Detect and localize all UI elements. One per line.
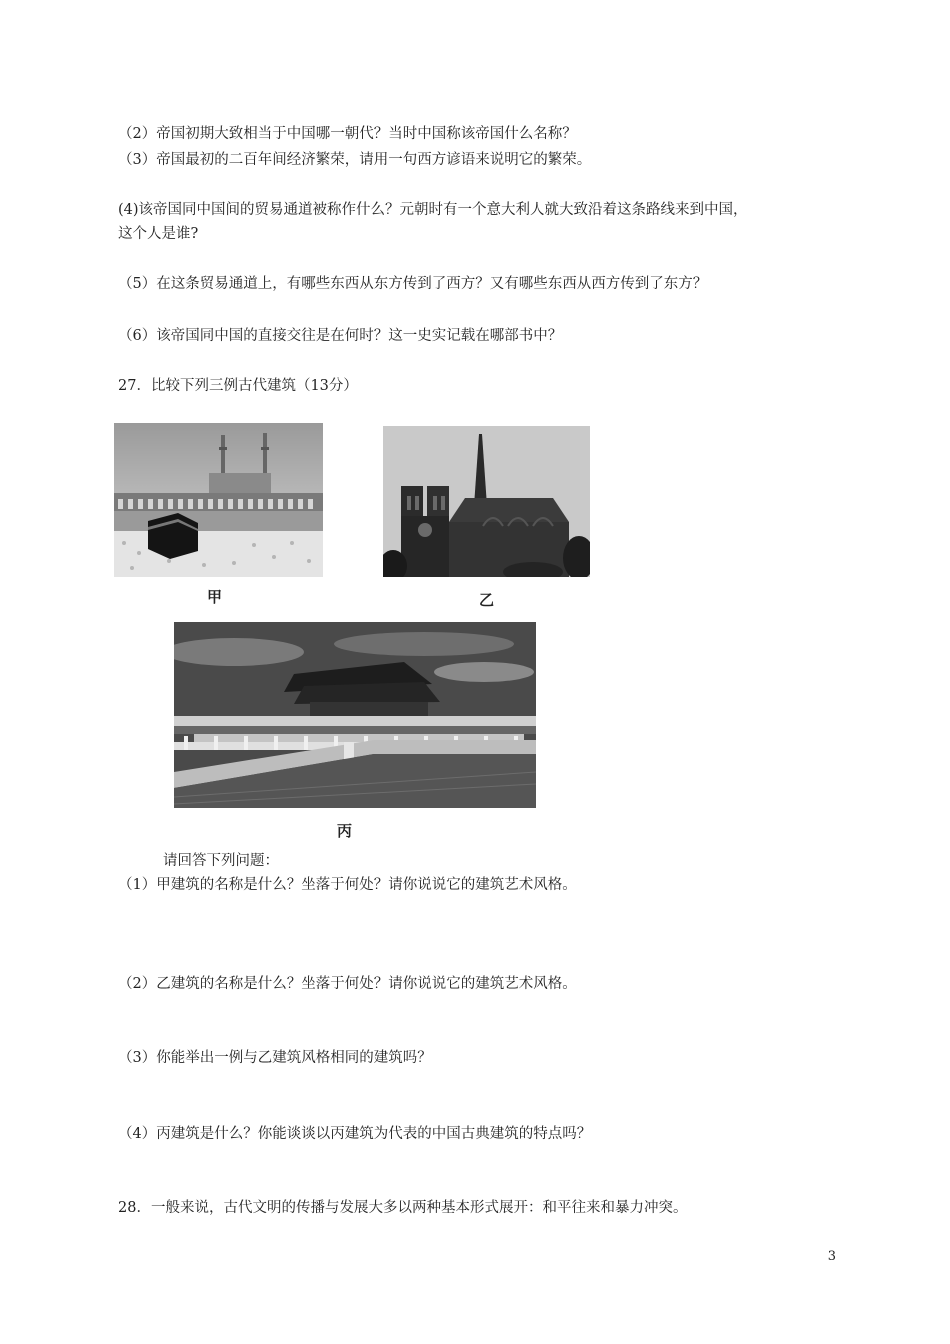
caption-yi: 乙: [479, 591, 495, 609]
question-27-4: （4）丙建筑是什么？你能谈谈以丙建筑为代表的中国古典建筑的特点吗？: [118, 1126, 592, 1142]
question-26-6: （6）该帝国同中国的直接交往是在何时？这一史实记载在哪部书中？: [118, 328, 563, 344]
page-number: 3: [827, 1249, 836, 1264]
photo-jia-kaaba: [114, 423, 323, 577]
photo-yi-notre-dame: [383, 426, 590, 577]
question-27-3: （3）你能举出一例与乙建筑风格相同的建筑吗？: [118, 1050, 432, 1066]
caption-bing: 丙: [337, 822, 353, 840]
question-26-4-line2: 这个人是谁?: [118, 226, 199, 242]
question-27-2: （2）乙建筑的名称是什么？坐落于何处？请你说说它的建筑艺术风格。: [118, 976, 577, 992]
caption-jia: 甲: [207, 588, 223, 606]
question-26-5: （5）在这条贸易通道上，有哪些东西从东方传到了西方？又有哪些东西从西方传到了东方？: [118, 276, 708, 292]
question-27-1: （1）甲建筑的名称是什么？坐落于何处？请你说说它的建筑艺术风格。: [118, 877, 577, 893]
question-26-2: （2）帝国初期大致相当于中国哪一朝代？当时中国称该帝国什么名称？: [118, 126, 577, 142]
question-27-prompt: 请回答下列问题：: [163, 853, 279, 869]
question-28: 28．一般来说，古代文明的传播与发展大多以两种基本形式展开：和平往来和暴力冲突。: [118, 1200, 688, 1216]
question-26-3: （3）帝国最初的二百年间经济繁荣，请用一句西方谚语来说明它的繁荣。: [118, 152, 592, 168]
photo-bing-forbidden-city: [174, 622, 536, 808]
question-27-heading: 27．比较下列三例古代建筑（13分）: [118, 378, 358, 394]
question-26-4-line1: (4)该帝国同中国间的贸易通道被称作什么？元朝时有一个意大利人就大致沿着这条路线来到中国，: [118, 202, 748, 218]
